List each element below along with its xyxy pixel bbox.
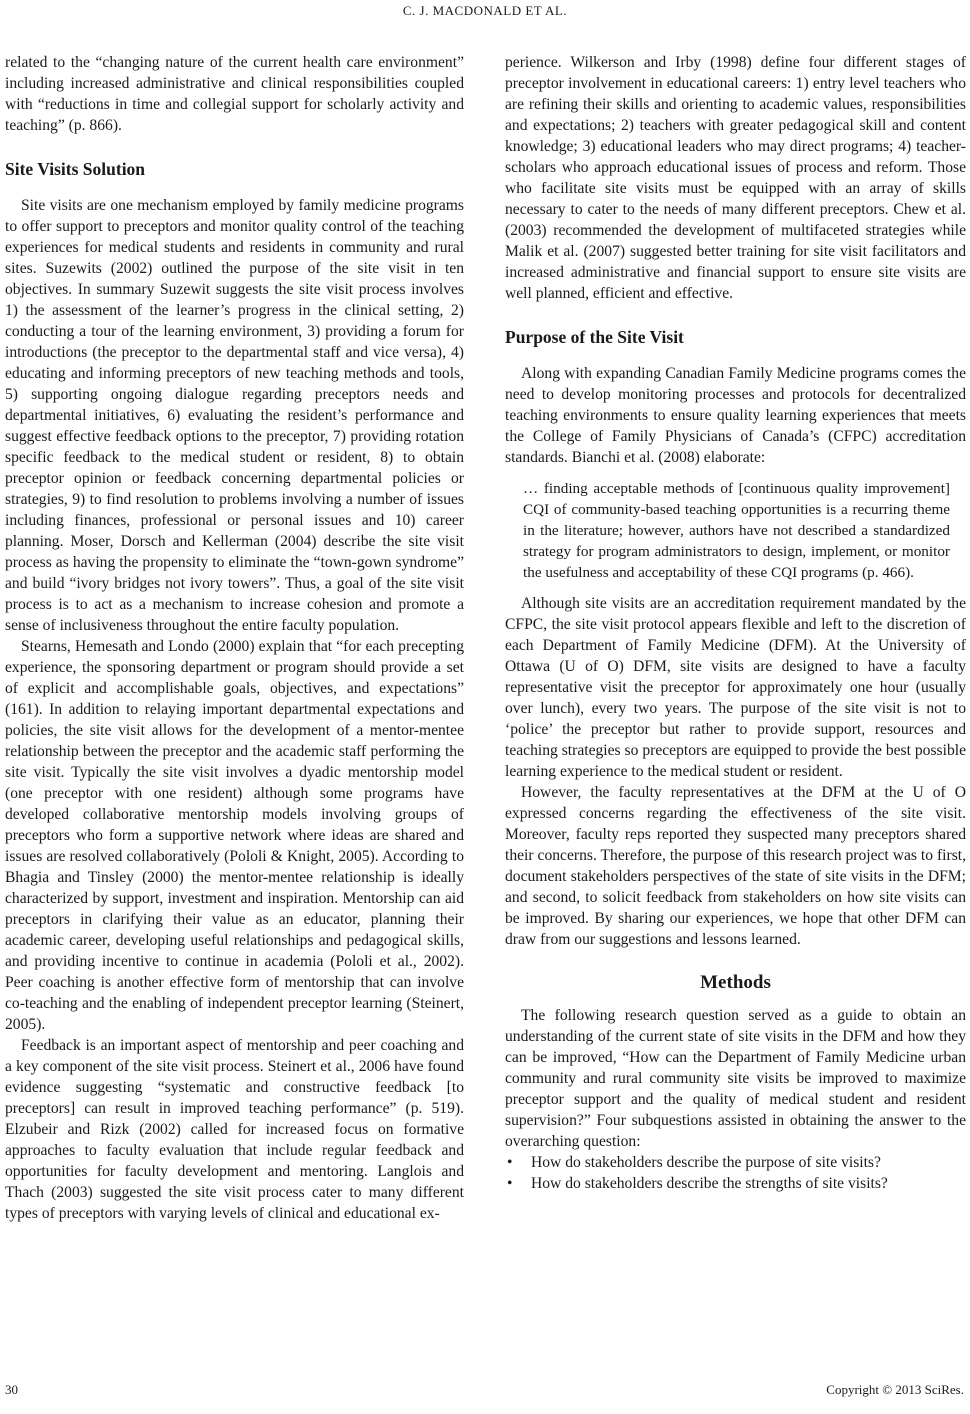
section-heading-purpose: Purpose of the Site Visit	[505, 327, 684, 347]
section-heading-site-visits-solution: Site Visits Solution	[5, 159, 146, 179]
bullet-list	[505, 1152, 966, 1194]
list-item-text: How do stakeholders describe the strengths of site visits?	[531, 1175, 888, 1192]
running-head: C. J. MACDONALD ET AL.	[402, 3, 568, 18]
paragraph: The following research question served as a guide to obtain an understanding of the current state of site visits in the DFM and how they can be improved, “How can the Department of Family Medicine urban community and rural community site visits be improved to maximize preceptor support and the quality of medical student and resident supervision?” Four subquestions assisted in obtaining the answer to the overarching question:	[505, 1007, 966, 1150]
list-item	[505, 1152, 966, 1173]
paragraph: Although site visits are an accreditation requirement mandated by the CFPC, the site visit protocol appears flexible and left to the discretion of each Department of Family Medicine (DFM). At the University of Ottawa (U of O) DFM, site visits are designed to have a faculty representative visit the preceptor for approximately one hour (usually over lunch), every two years. The purpose of the site visit is not to ‘police’ the preceptor but rather to provide support, resources and teaching strategies so preceptors are equipped to provide the best possible learning experience to the medical student or resident.	[505, 595, 966, 780]
page-number: 30	[5, 1382, 18, 1397]
list-item-text: How do stakeholders describe the purpose of site visits?	[531, 1154, 881, 1171]
paragraph-continued: perience. Wilkerson and Irby (1998) define four different stages of preceptor involvement in educational careers: 1) entry level teachers who are refining their skills and orienting to academic values, responsibilities and expectations; 2) teachers with greater pedagogical skill and content knowledge; 3) educational leaders who may direct programs; 4) teacher-scholars who approach educational issues of process and reform. Those who facilitate site visits must be equipped with an array of skills necessary to cater to the needs of many different preceptors. Chew et al. (2003) recommended the development of multifaceted strategies while Malik et al. (2007) suggested better training for site visit facilitators and increased administrative and financial support to ensure site visits are well planned, efficient and effective.	[505, 54, 966, 302]
bullet-icon: •	[507, 1154, 513, 1171]
paragraph: Feedback is an important aspect of mentorship and peer coaching and a key component of the site visit process. Steinert et al., 2006 have found evidence suggesting “systematic and constructive feedback [to preceptors] can result in improved teaching performance” (p. 519). Elzubeir and Rizk (2002) called for increased focus on formative approaches to faculty evaluation that include regular feedback and opportunities for faculty development and mentoring. Langlois and Thach (2003) suggested the site visit process cater to many different types of preceptors with varying levels of clinical and educational ex-	[5, 1037, 464, 1222]
paragraph: However, the faculty representatives at the DFM at the U of O expressed concerns regarding the effectiveness of the site visit. Moreover, faculty reps reported they suspected many preceptors shared their concerns. Therefore, the purpose of this research project was to first, document stakeholders perspectives of the state of site visits in the DFM; and second, to solicit feedback from stakeholders on how site visits can be improved. By sharing our experiences, we hope that other DFM can draw from our suggestions and lessons learned.	[505, 784, 966, 948]
left-column	[5, 52, 464, 1224]
list-item	[505, 1173, 966, 1194]
copyright-notice: Copyright © 2013 SciRes.	[826, 1382, 964, 1397]
paragraph-continued: related to the “changing nature of the current health care environment” including increased administrative and clinical responsibilities coupled with “reductions in time and collegial support for scholarly activity and teaching” (p. 866).	[5, 54, 464, 134]
block-quote: … finding acceptable methods of [continuous quality improvement] CQI of community-based teaching opportunities is a recurring theme in the literature; however, authors have not described a standardized strategy for program administrators to design, implement, or monitor the usefulness and acceptability of these CQI programs (p. 466).	[523, 480, 950, 581]
section-heading-methods: Methods	[700, 972, 771, 993]
right-column	[505, 52, 966, 1194]
paragraph: Stearns, Hemesath and Londo (2000) explain that “for each precepting experience, the sponsoring department or program should provide a set of explicit and accomplishable goals, objectives, and expectations” (161). In addition to relaying important departmental expectations and policies, the site visit allows for the development of a mentor-mentee relationship between the preceptor and the academic staff performing the site visit. Typically the site visit involves a dyadic mentorship model (one preceptor with one resident) although some programs have developed collaborative mentorship models involving groups of preceptors who form a supportive network where ideas are shared and issues are resolved collaboratively (Pololi & Knight, 2005). According to Bhagia and Tinsley (2000) the mentor-mentee relationship is ideally characterized by support, investment and inspiration. Mentorship can aid preceptors in clarifying their value as an educator, planning their academic career, developing useful relationships and pedagogical skills, and providing incentive to continue in academia (Pololi et al., 2002). Peer coaching is another effective form of mentorship that can involve co-teaching and the enabling of independent preceptor learning (Steinert, 2005).	[5, 638, 464, 1033]
bullet-icon: •	[507, 1175, 513, 1192]
paragraph: Site visits are one mechanism employed by family medicine programs to offer support to preceptors and monitor quality control of the teaching experiences for medical students and residents in community and rural sites. Suzewits (2002) outlined the purpose of the site visit in ten objectives. In summary Suzewit suggests the site visit process involves 1) the assessment of the learner’s progress in the clinical setting, 2) conducting a tour of the learning environment, 3) providing a forum for introductions (the preceptor to the departmental staff and vice versa), 4) educating and informing preceptors of new teaching methods and tools, 5) supporting ongoing dialogue regarding preceptors needs and departmental initiatives, 6) evaluating the resident’s performance and suggest effective feedback options to the preceptor, 7) providing rotation specific feedback to the medical student or resident, 8) to obtain preceptor opinion or feedback concerning departmental policies or strategies, 9) to find resolution to problems involving a number of issues including finances, professional or personal issues and 10) career planning. Moser, Dorsch and Kellerman (2004) describe the site visit process as having the propensity to eliminate the “town-gown syndrome” and build “ivory bridges not ivory towers”. Thus, a goal of the site visit process is to act as a mechanism to increase cohesion and promote a sense of inclusiveness throughout the entire faculty population.	[5, 197, 464, 634]
paragraph: Along with expanding Canadian Family Medicine programs comes the need to develop monitoring processes and protocols for decentralized teaching environments to ensure quality learning experiences that meets the College of Family Physicians of Canada’s (CFPC) accreditation standards. Bianchi et al. (2008) elaborate:	[505, 365, 966, 466]
